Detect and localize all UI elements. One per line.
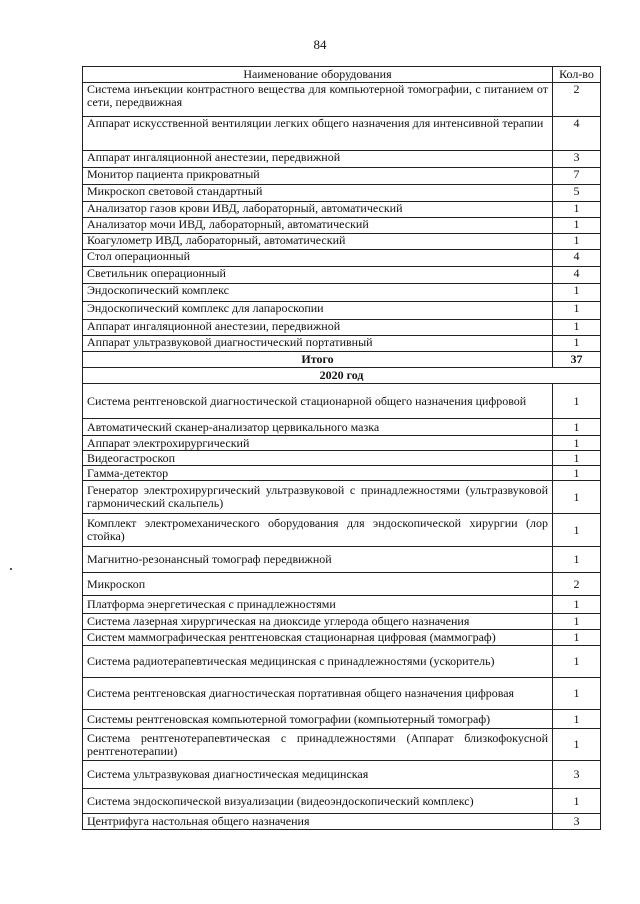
table-row [83, 646, 601, 678]
quantity-cell: 7 [553, 168, 601, 185]
table-row [83, 218, 601, 234]
table-row [83, 168, 601, 185]
equipment-name-cell: Автоматический сканер-анализатор цервикального мазка [83, 419, 553, 436]
table-row [83, 117, 601, 151]
equipment-name-cell: Светильник операционный [83, 267, 553, 284]
table-row [83, 678, 601, 710]
quantity-cell: 1 [553, 202, 601, 218]
table-header-row [83, 67, 601, 83]
quantity-cell: 1 [553, 547, 601, 573]
equipment-name-cell: Система рентгеновской диагностической стационарной общего назначения цифровой [83, 384, 553, 419]
quantity-cell: 4 [553, 267, 601, 284]
quantity-cell: 4 [553, 250, 601, 267]
table-row [83, 151, 601, 168]
page-number: 84 [313, 37, 327, 52]
equipment-name-cell: Аппарат ингаляционной анестезии, передвижной [83, 151, 553, 168]
equipment-name-cell: Аппарат ингаляционной анестезии, передвижной [83, 320, 553, 336]
equipment-name-cell: Комплект электромеханического оборудования для эндоскопической хирургии (лор стойка) [83, 514, 553, 547]
quantity-cell: 1 [553, 630, 601, 646]
table-row [83, 320, 601, 336]
table-row [83, 284, 601, 302]
table-row [83, 336, 601, 352]
table-row [83, 419, 601, 436]
equipment-name-cell: Система инъекции контрастного вещества для компьютерной томографии, с питанием от сети, передвижная [83, 83, 553, 117]
quantity-cell: 1 [553, 729, 601, 761]
equipment-name-cell: Система радиотерапевтическая медицинская с принадлежностями (ускоритель) [83, 646, 553, 678]
equipment-name-cell: Магнитно-резонансный томограф передвижной [83, 547, 553, 573]
equipment-name-cell: Стол операционный [83, 250, 553, 267]
column-header-qty: Кол-во [553, 67, 601, 83]
table-row [83, 451, 601, 466]
quantity-cell: 1 [553, 614, 601, 630]
total-label: Итого [83, 352, 553, 368]
column-header-name: Наименование оборудования [83, 67, 553, 83]
equipment-name-cell: Коагулометр ИВД, лабораторный, автоматический [83, 234, 553, 250]
quantity-cell: 1 [553, 646, 601, 678]
equipment-name-cell: Аппарат ультразвуковой диагностический портативный [83, 336, 553, 352]
equipment-name-cell: Система лазерная хирургическая на диоксиде углерода общего назначения [83, 614, 553, 630]
equipment-name-cell: Генератор электрохирургический ультразвуковой с принадлежностями (ультразвуковой гармонический скальпель) [83, 481, 553, 514]
equipment-name-cell: Микроскоп световой стандартный [83, 185, 553, 202]
table-row [83, 729, 601, 761]
equipment-name-cell: Платформа энергетическая с принадлежностями [83, 596, 553, 614]
quantity-cell: 1 [553, 436, 601, 451]
equipment-name-cell: Системы рентгеновская компьютерной томографии (компьютерный томограф) [83, 710, 553, 729]
quantity-cell: 1 [553, 302, 601, 320]
equipment-table [82, 66, 601, 830]
quantity-cell: 1 [553, 514, 601, 547]
equipment-name-cell: Система рентгеновская диагностическая портативная общего назначения цифровая [83, 678, 553, 710]
total-value: 37 [553, 352, 601, 368]
quantity-cell: 1 [553, 218, 601, 234]
equipment-name-cell: Микроскоп [83, 573, 553, 596]
equipment-name-cell: Эндоскопический комплекс для лапароскопии [83, 302, 553, 320]
equipment-name-cell: Эндоскопический комплекс [83, 284, 553, 302]
table-summary [83, 352, 601, 384]
equipment-name-cell: Система рентгенотерапевтическая с принадлежностями (Аппарат близкофокусной рентгенотерапии) [83, 729, 553, 761]
equipment-name-cell: Гамма-детектор [83, 466, 553, 481]
quantity-cell: 3 [553, 761, 601, 789]
quantity-cell: 1 [553, 336, 601, 352]
quantity-cell: 1 [553, 710, 601, 729]
equipment-name-cell: Система ультразвуковая диагностическая медицинская [83, 761, 553, 789]
quantity-cell: 1 [553, 451, 601, 466]
table-body-2019 [83, 83, 601, 352]
equipment-name-cell: Систем маммографическая рентгеновская стационарная цифровая (маммограф) [83, 630, 553, 646]
table-row [83, 384, 601, 419]
quantity-cell: 1 [553, 384, 601, 419]
scan-mark [10, 568, 12, 570]
equipment-name-cell: Система эндоскопической визуализации (видеоэндоскопический комплекс) [83, 789, 553, 814]
quantity-cell: 3 [553, 814, 601, 830]
table-row [83, 547, 601, 573]
quantity-cell: 1 [553, 789, 601, 814]
table-row [83, 596, 601, 614]
table-row [83, 302, 601, 320]
table-row [83, 185, 601, 202]
quantity-cell: 3 [553, 151, 601, 168]
equipment-name-cell: Анализатор мочи ИВД, лабораторный, автоматический [83, 218, 553, 234]
table-row [83, 789, 601, 814]
table-row [83, 83, 601, 117]
equipment-name-cell: Аппарат электрохирургический [83, 436, 553, 451]
table-row [83, 466, 601, 481]
table-body-2020 [83, 384, 601, 830]
table-row [83, 814, 601, 830]
table-row [83, 614, 601, 630]
quantity-cell: 1 [553, 678, 601, 710]
table-row [83, 436, 601, 451]
year-row [83, 368, 601, 384]
table-row [83, 710, 601, 729]
table-row [83, 630, 601, 646]
quantity-cell: 1 [553, 320, 601, 336]
equipment-name-cell: Центрифуга настольная общего назначения [83, 814, 553, 830]
table-row [83, 761, 601, 789]
quantity-cell: 1 [553, 596, 601, 614]
quantity-cell: 2 [553, 83, 601, 117]
total-row [83, 352, 601, 368]
equipment-name-cell: Аппарат искусственной вентиляции легких общего назначения для интенсивной терапии [83, 117, 553, 151]
table-row [83, 234, 601, 250]
year-heading: 2020 год [83, 368, 601, 384]
quantity-cell: 4 [553, 117, 601, 151]
table-row [83, 267, 601, 284]
quantity-cell: 1 [553, 284, 601, 302]
quantity-cell: 5 [553, 185, 601, 202]
table-row [83, 573, 601, 596]
equipment-name-cell: Видеогастроскоп [83, 451, 553, 466]
table-row [83, 514, 601, 547]
quantity-cell: 1 [553, 234, 601, 250]
table-row [83, 250, 601, 267]
quantity-cell: 1 [553, 466, 601, 481]
equipment-name-cell: Анализатор газов крови ИВД, лабораторный, автоматический [83, 202, 553, 218]
equipment-name-cell: Монитор пациента прикроватный [83, 168, 553, 185]
quantity-cell: 2 [553, 573, 601, 596]
table-row [83, 481, 601, 514]
quantity-cell: 1 [553, 419, 601, 436]
table-row [83, 202, 601, 218]
quantity-cell: 1 [553, 481, 601, 514]
